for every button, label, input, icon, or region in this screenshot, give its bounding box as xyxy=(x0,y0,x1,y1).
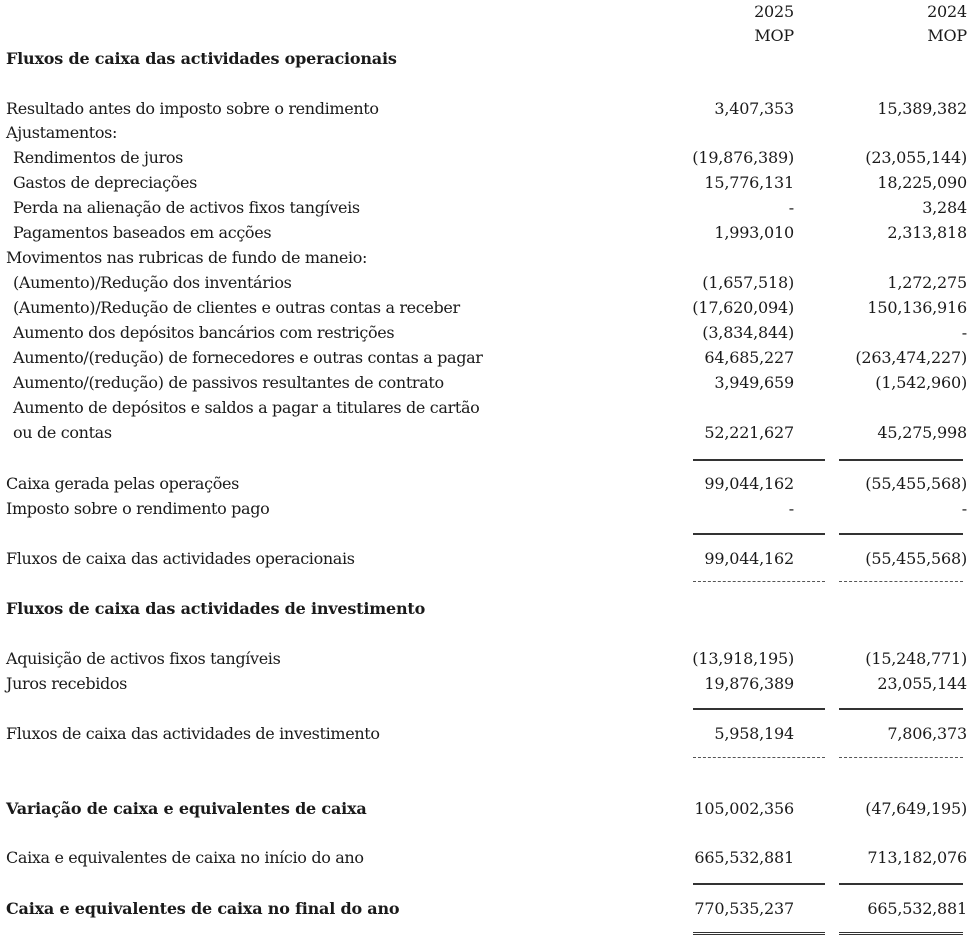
row-label: Aquisição de activos fixos tangíveis xyxy=(6,649,281,668)
table-row xyxy=(0,97,977,121)
value-2024: 23,055,144 xyxy=(877,674,967,693)
row-label: Variação de caixa e equivalentes de caixa xyxy=(6,799,367,818)
value-2024: 2,313,818 xyxy=(887,223,967,242)
table-row xyxy=(0,346,977,370)
row-label: Caixa gerada pelas operações xyxy=(6,474,239,493)
value-2024: (55,455,568) xyxy=(865,474,967,493)
row-label: Juros recebidos xyxy=(6,674,128,693)
value-2024: 713,182,076 xyxy=(867,848,967,867)
year-2025-header: 2025 xyxy=(754,2,794,21)
investing-section-title-row xyxy=(0,597,977,621)
value-2025: 19,876,389 xyxy=(704,674,794,693)
value-2025: 64,685,227 xyxy=(704,348,794,367)
table-row xyxy=(0,672,977,696)
currency-2024-header: MOP xyxy=(927,26,967,45)
value-2024: 3,284 xyxy=(922,198,967,217)
value-2024: 15,389,382 xyxy=(877,99,967,118)
value-2024: 1,272,275 xyxy=(887,273,967,292)
row-label: Perda na alienação de activos fixos tangíveis xyxy=(13,198,360,217)
row-label: Resultado antes do imposto sobre o rendimento xyxy=(6,99,379,118)
value-2024: 45,275,998 xyxy=(877,423,967,442)
value-2024: 665,532,881 xyxy=(867,899,967,918)
value-2024: (15,248,771) xyxy=(865,649,967,668)
header-years-row xyxy=(0,0,977,24)
table-row xyxy=(0,246,977,270)
table-row xyxy=(0,146,977,170)
value-2025: (17,620,094) xyxy=(692,298,794,317)
table-row xyxy=(0,846,977,870)
value-2025: - xyxy=(788,198,794,217)
row-label: Fluxos de caixa das actividades de investimento xyxy=(6,724,380,743)
row-label: Pagamentos baseados em acções xyxy=(13,223,272,242)
table-row xyxy=(0,797,977,821)
value-2024: (263,474,227) xyxy=(855,348,967,367)
operating-section-title: Fluxos de caixa das actividades operacionais xyxy=(6,49,397,68)
value-2025: 105,002,356 xyxy=(694,799,794,818)
value-2024: 150,136,916 xyxy=(867,298,967,317)
value-2024: (55,455,568) xyxy=(865,549,967,568)
value-2025: (13,918,195) xyxy=(692,649,794,668)
row-label: Imposto sobre o rendimento pago xyxy=(6,499,270,518)
value-2025: 52,221,627 xyxy=(704,423,794,442)
table-row xyxy=(0,171,977,195)
subtotal-rule-2025 xyxy=(693,459,825,461)
table-row xyxy=(0,296,977,320)
table-row xyxy=(0,472,977,496)
value-2024: 18,225,090 xyxy=(877,173,967,192)
value-2025: 15,776,131 xyxy=(704,173,794,192)
row-label: Aumento/(redução) de passivos resultantes de contrato xyxy=(13,373,444,392)
table-row xyxy=(0,547,977,571)
value-2024: (23,055,144) xyxy=(865,148,967,167)
subtotal-rule-2025 xyxy=(693,883,825,885)
value-2025: 3,949,659 xyxy=(714,373,794,392)
year-2024-header: 2024 xyxy=(927,2,967,21)
dashed-rule-2024 xyxy=(839,581,963,582)
value-2025: - xyxy=(788,499,794,518)
row-label: Ajustamentos: xyxy=(6,123,118,142)
table-row xyxy=(0,321,977,345)
value-2025: 99,044,162 xyxy=(704,474,794,493)
table-row xyxy=(0,647,977,671)
investing-section-title: Fluxos de caixa das actividades de investimento xyxy=(6,599,426,618)
value-2024: - xyxy=(961,323,967,342)
row-label: Aumento de depósitos e saldos a pagar a titulares de cartão xyxy=(13,398,480,417)
total-double-rule-2025 xyxy=(693,932,825,937)
subtotal-rule-2024 xyxy=(839,708,963,710)
row-label: ou de contas xyxy=(13,423,112,442)
dashed-rule-2024 xyxy=(839,757,963,758)
value-2025: 770,535,237 xyxy=(694,899,794,918)
value-2024: - xyxy=(961,499,967,518)
value-2024: (47,649,195) xyxy=(865,799,967,818)
value-2025: 665,532,881 xyxy=(694,848,794,867)
value-2025: (3,834,844) xyxy=(702,323,794,342)
table-row xyxy=(0,897,977,921)
value-2025: 5,958,194 xyxy=(714,724,794,743)
value-2024: (1,542,960) xyxy=(875,373,967,392)
table-row xyxy=(0,196,977,220)
value-2025: 1,993,010 xyxy=(714,223,794,242)
row-label: Movimentos nas rubricas de fundo de maneio: xyxy=(6,248,368,267)
table-row xyxy=(0,221,977,245)
table-row xyxy=(0,371,977,395)
row-label: Aumento dos depósitos bancários com restrições xyxy=(13,323,395,342)
row-label: Caixa e equivalentes de caixa no final do ano xyxy=(6,899,400,918)
dashed-rule-2025 xyxy=(693,757,825,758)
dashed-rule-2025 xyxy=(693,581,825,582)
row-label: Gastos de depreciações xyxy=(13,173,197,192)
subtotal-rule-2025 xyxy=(693,708,825,710)
subtotal-rule-2024 xyxy=(839,459,963,461)
row-label: Rendimentos de juros xyxy=(13,148,184,167)
value-2025: (19,876,389) xyxy=(692,148,794,167)
table-row xyxy=(0,396,977,420)
row-label: (Aumento)/Redução de clientes e outras contas a receber xyxy=(13,298,460,317)
value-2024: 7,806,373 xyxy=(887,724,967,743)
row-label: Caixa e equivalentes de caixa no início do ano xyxy=(6,848,364,867)
row-label: Fluxos de caixa das actividades operacionais xyxy=(6,549,355,568)
currency-2025-header: MOP xyxy=(754,26,794,45)
table-row xyxy=(0,497,977,521)
subtotal-rule-2024 xyxy=(839,533,963,535)
total-double-rule-2024 xyxy=(839,932,963,937)
value-2025: 99,044,162 xyxy=(704,549,794,568)
row-label: Aumento/(redução) de fornecedores e outras contas a pagar xyxy=(13,348,483,367)
table-row xyxy=(0,421,977,445)
table-row xyxy=(0,271,977,295)
operating-section-title-row xyxy=(0,47,977,71)
table-row xyxy=(0,121,977,145)
value-2025: (1,657,518) xyxy=(702,273,794,292)
table-row xyxy=(0,722,977,746)
subtotal-rule-2025 xyxy=(693,533,825,535)
row-label: (Aumento)/Redução dos inventários xyxy=(13,273,292,292)
subtotal-rule-2024 xyxy=(839,883,963,885)
value-2025: 3,407,353 xyxy=(714,99,794,118)
header-currency-row xyxy=(0,24,977,48)
